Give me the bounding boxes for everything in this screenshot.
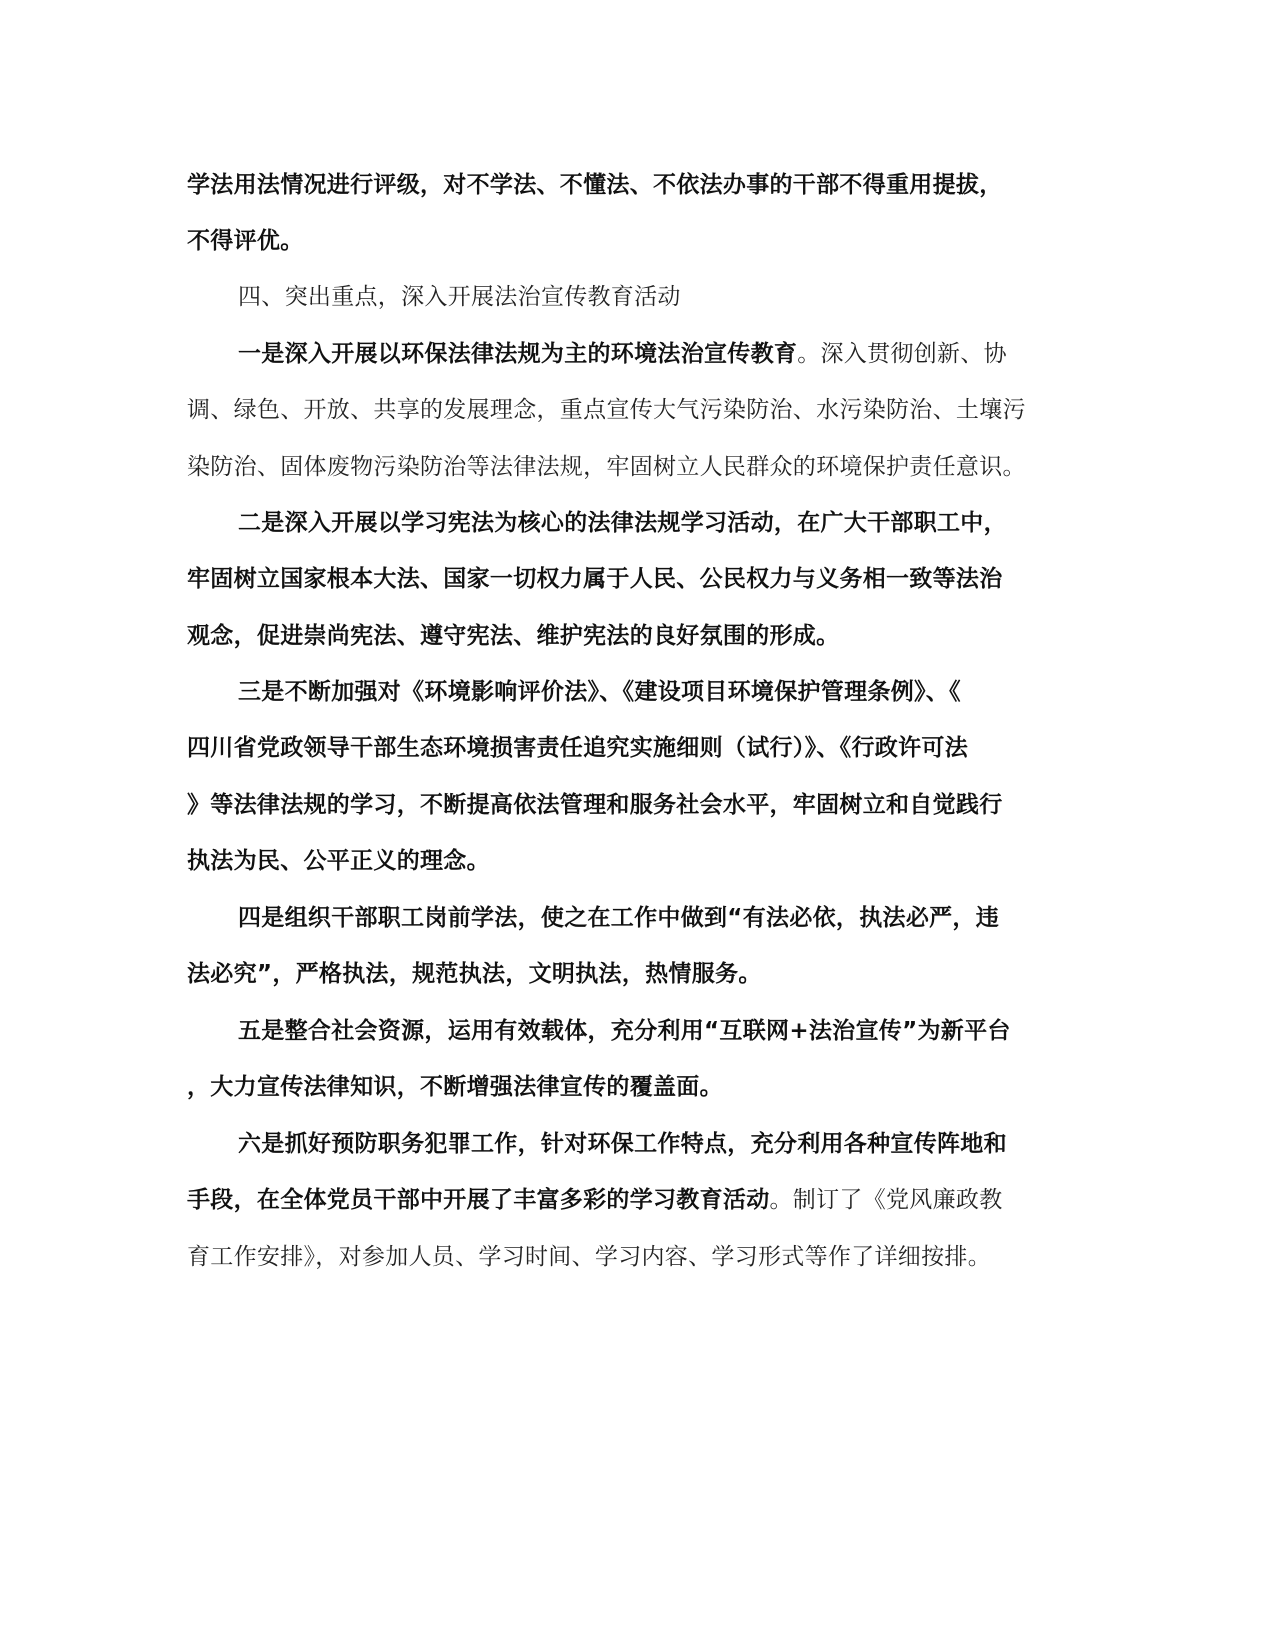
paragraph-text: 。深入贯彻创新、协: [797, 341, 1007, 367]
paragraph-lead: 一是深入开展以环保法律法规为主的环境法治宣传教育: [238, 341, 798, 367]
paragraph-line: 四川省党政领导干部生态环境损害责任追究实施细则（试行）》、《行政许可法: [187, 735, 968, 761]
paragraph-line: 牢固树立国家根本大法、国家一切权力属于人民、公民权力与义务相一致等法治: [187, 566, 1003, 592]
paragraph-line: 育工作安排》，对参加人员、学习时间、学习内容、学习形式等作了详细按排。: [187, 1244, 991, 1270]
section-heading: 四、突出重点，深入开展法治宣传教育活动: [238, 284, 681, 310]
paragraph-line: ，大力宣传法律知识，不断增强法律宣传的覆盖面。: [187, 1074, 723, 1100]
paragraph-line: 调、绿色、开放、共享的发展理念，重点宣传大气污染防治、水污染防治、土壤污: [187, 397, 1026, 423]
paragraph-line: [238, 339, 1007, 369]
paragraph-line: 不得评优。: [187, 228, 304, 254]
paragraph-line: 法必究”，严格执法，规范执法，文明执法，热情服务。: [187, 961, 762, 987]
paragraph-text: 。制订了《党风廉政教: [769, 1187, 1003, 1213]
paragraph-line: 三是不断加强对《环境影响评价法》、《建设项目环境保护管理条例》、《: [238, 679, 961, 705]
paragraph-line: 》等法律法规的学习，不断提高依法管理和服务社会水平，牢固树立和自觉践行: [187, 792, 1003, 818]
paragraph-line: 四是组织干部职工岗前学法，使之在工作中做到“有法必依，执法必严，违: [238, 905, 1000, 931]
paragraph-line: 观念，促进崇尚宪法、遵守宪法、维护宪法的良好氛围的形成。: [187, 623, 840, 649]
paragraph-line: 五是整合社会资源，运用有效载体，充分利用“互联网+法治宣传”为新平台: [238, 1018, 1011, 1044]
paragraph-line: [187, 1185, 1003, 1215]
paragraph-line: 二是深入开展以学习宪法为核心的法律法规学习活动，在广大干部职工中，: [238, 510, 1007, 536]
paragraph-line: 染防治、固体废物污染防治等法律法规，牢固树立人民群众的环境保护责任意识。: [187, 454, 1026, 480]
paragraph-line: 六是抓好预防职务犯罪工作，针对环保工作特点，充分利用各种宣传阵地和: [238, 1131, 1007, 1157]
paragraph-line: 执法为民、公平正义的理念。: [187, 848, 490, 874]
paragraph-line: 学法用法情况进行评级，对不学法、不懂法、不依法办事的干部不得重用提拔，: [187, 172, 1003, 198]
paragraph-lead: 手段，在全体党员干部中开展了丰富多彩的学习教育活动: [187, 1187, 770, 1213]
